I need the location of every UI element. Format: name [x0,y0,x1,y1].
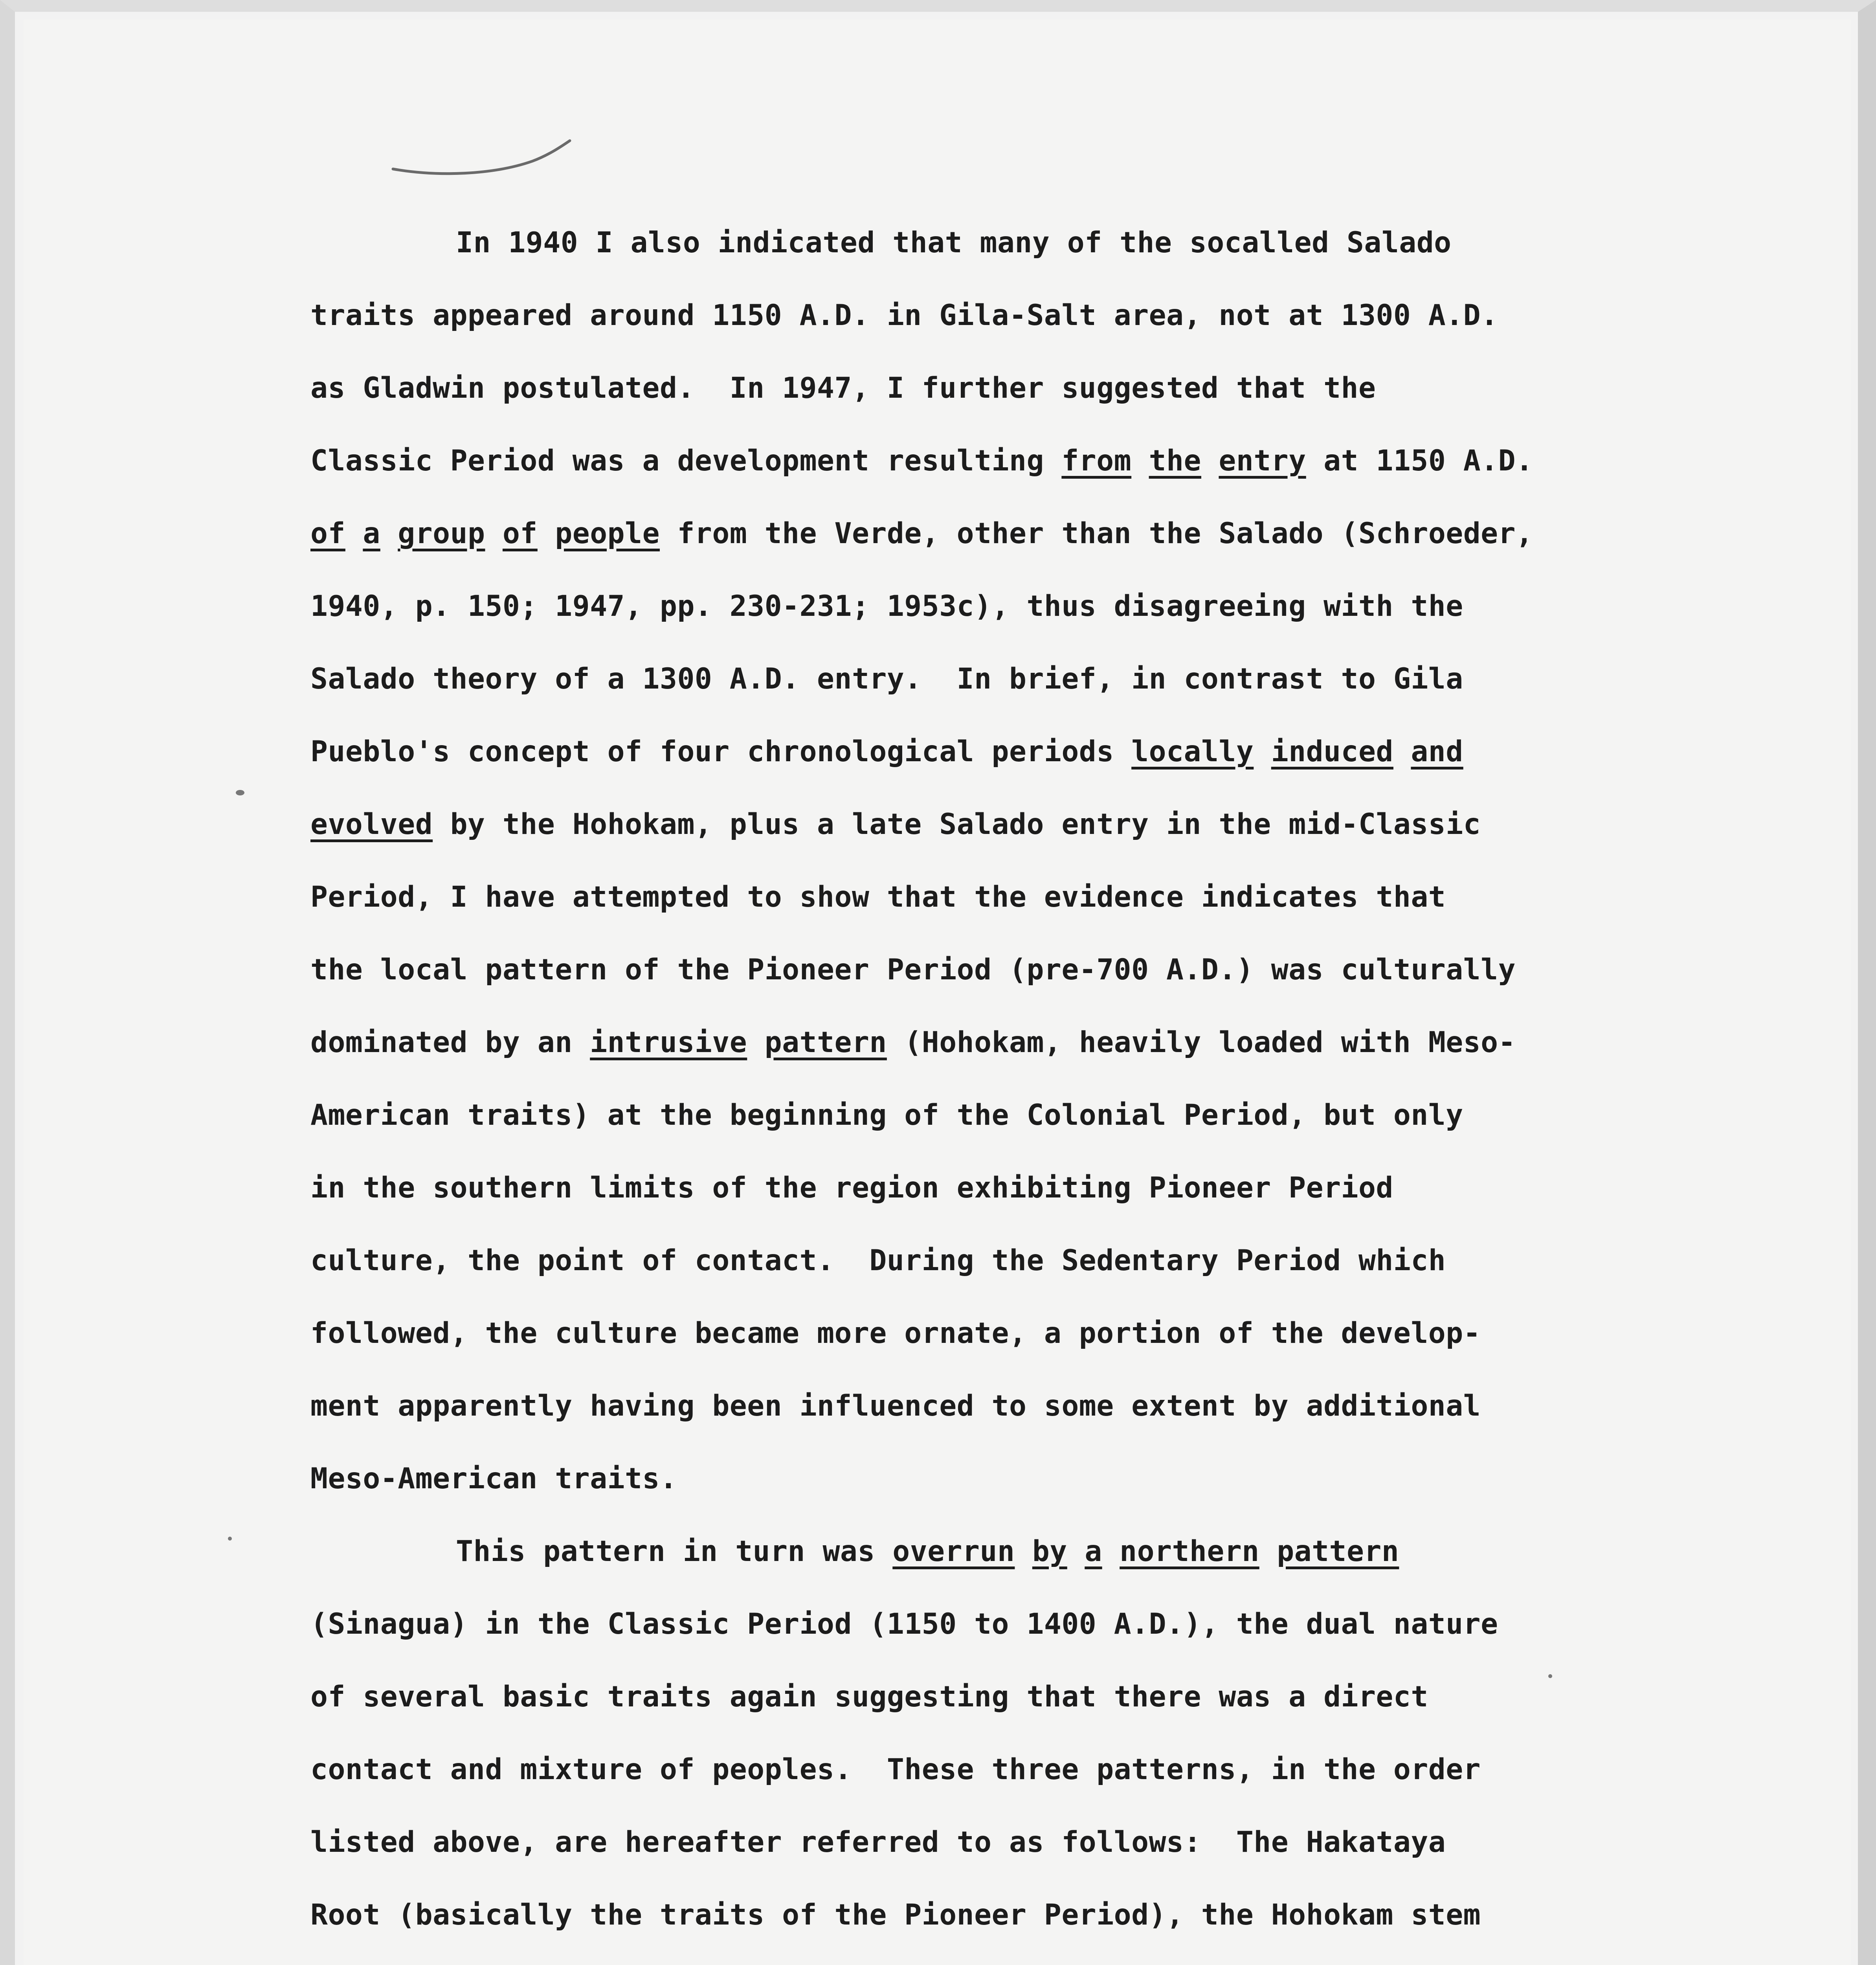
underlined-word: northern [1120,1535,1259,1568]
text-run [1067,1535,1085,1568]
document-body [310,206,1607,1965]
text-run [1102,1535,1120,1568]
underlined-word: group [398,517,485,550]
underlined-word: pattern [1277,1535,1399,1568]
text-run: In 1940 I also indicated that many of the socalled Salado [456,226,1452,259]
text-line [310,1588,1607,1660]
text-run [1201,444,1219,477]
text-line [310,1079,1607,1151]
text-run: Pueblo's concept of four chronological periods [310,735,1132,768]
underlined-word: evolved [310,808,433,841]
underlined-word: locally [1131,735,1254,768]
text-line [310,570,1607,643]
text-run [747,1026,764,1059]
text-line [310,1442,1607,1515]
text-run: followed, the culture became more ornate, a portion of the develop- [310,1317,1481,1350]
text-line [310,643,1607,715]
text-line [310,1879,1607,1951]
text-run: Period, I have attempted to show that the evidence indicates that [310,880,1446,914]
text-run: Root (basically the traits of the Pioneer Period), the Hohokam stem [310,1898,1481,1932]
underlined-word: by [1032,1535,1067,1568]
text-run: the local pattern of the Pioneer Period (pre-700 A.D.) was culturally [310,953,1516,986]
text-line [310,1151,1607,1224]
text-line [310,1224,1607,1297]
text-run: Meso-American traits. [310,1462,677,1495]
underlined-word: and [1411,735,1463,768]
text-run: in the southern limits of the region exhibiting Pioneer Period [310,1171,1393,1205]
text-line [310,1370,1607,1442]
underlined-word: overrun [892,1535,1015,1568]
text-line [310,1297,1607,1370]
text-line [310,1951,1607,1965]
underlined-word: from [1061,444,1132,477]
text-line [310,497,1607,570]
text-run [1254,735,1271,768]
text-line [310,424,1607,497]
text-run: ment apparently having been influenced to some extent by additional [310,1389,1481,1423]
underlined-word: pattern [764,1026,887,1059]
text-run: from the Verde, other than the Salado (Schroeder, [660,517,1533,550]
underlined-word: people [555,517,660,550]
text-run: (Hohokam, heavily loaded with Meso- [887,1026,1516,1059]
paragraph [310,206,1607,1515]
text-run: Classic Period was a development resulting [310,444,1062,477]
text-run [485,517,503,550]
underlined-word: a [1085,1535,1102,1568]
text-line [310,206,1607,279]
text-line [310,279,1607,352]
underlined-word: a [363,517,380,550]
underlined-word: the [1149,444,1201,477]
scan-speck [236,790,244,795]
paragraph [310,1515,1607,1965]
text-run: This pattern in turn was [456,1535,893,1568]
text-line [310,933,1607,1006]
text-line [310,1733,1607,1806]
underlined-word: entry [1219,444,1306,477]
scan-speck [228,1537,232,1541]
text-run [380,517,398,550]
underlined-word: of [310,517,345,550]
text-line [310,352,1607,424]
text-run: listed above, are hereafter referred to as follows: The Hakataya [310,1825,1446,1859]
text-run: contact and mixture of peoples. These three patterns, in the order [310,1753,1481,1786]
text-run: as Gladwin postulated. In 1947, I further suggested that the [310,371,1376,405]
underlined-word: of [502,517,538,550]
pencil-mark [391,138,572,181]
text-run [345,517,363,550]
text-line [310,1806,1607,1879]
text-run [1259,1535,1277,1568]
text-run: 1940, p. 150; 1947, pp. 230-231; 1953c), thus disagreeing with the [310,590,1463,623]
text-run: American traits) at the beginning of the Colonial Period, but only [310,1098,1463,1132]
text-run [1015,1535,1032,1568]
underlined-word: intrusive [590,1026,747,1059]
text-line [310,1660,1607,1733]
text-run [538,517,555,550]
underlined-word: induced [1271,735,1393,768]
text-run [1393,735,1411,768]
text-run: dominated by an [310,1026,590,1059]
text-run: (Sinagua) in the Classic Period (1150 to 1400 A.D.), the dual nature [310,1607,1498,1641]
text-run: at 1150 A.D. [1306,444,1533,477]
text-line [310,861,1607,933]
text-line [310,715,1607,788]
text-run: traits appeared around 1150 A.D. in Gila-Salt area, not at 1300 A.D. [310,299,1498,332]
text-run: culture, the point of contact. During the Sedentary Period which [310,1244,1446,1277]
text-line [310,1006,1607,1079]
text-run: of several basic traits again suggesting that there was a direct [310,1680,1428,1713]
text-line [310,788,1607,861]
text-run: Salado theory of a 1300 A.D. entry. In brief, in contrast to Gila [310,662,1463,696]
text-line [310,1515,1607,1588]
text-run: by the Hohokam, plus a late Salado entry in the mid-Classic [433,808,1481,841]
text-run [1131,444,1149,477]
